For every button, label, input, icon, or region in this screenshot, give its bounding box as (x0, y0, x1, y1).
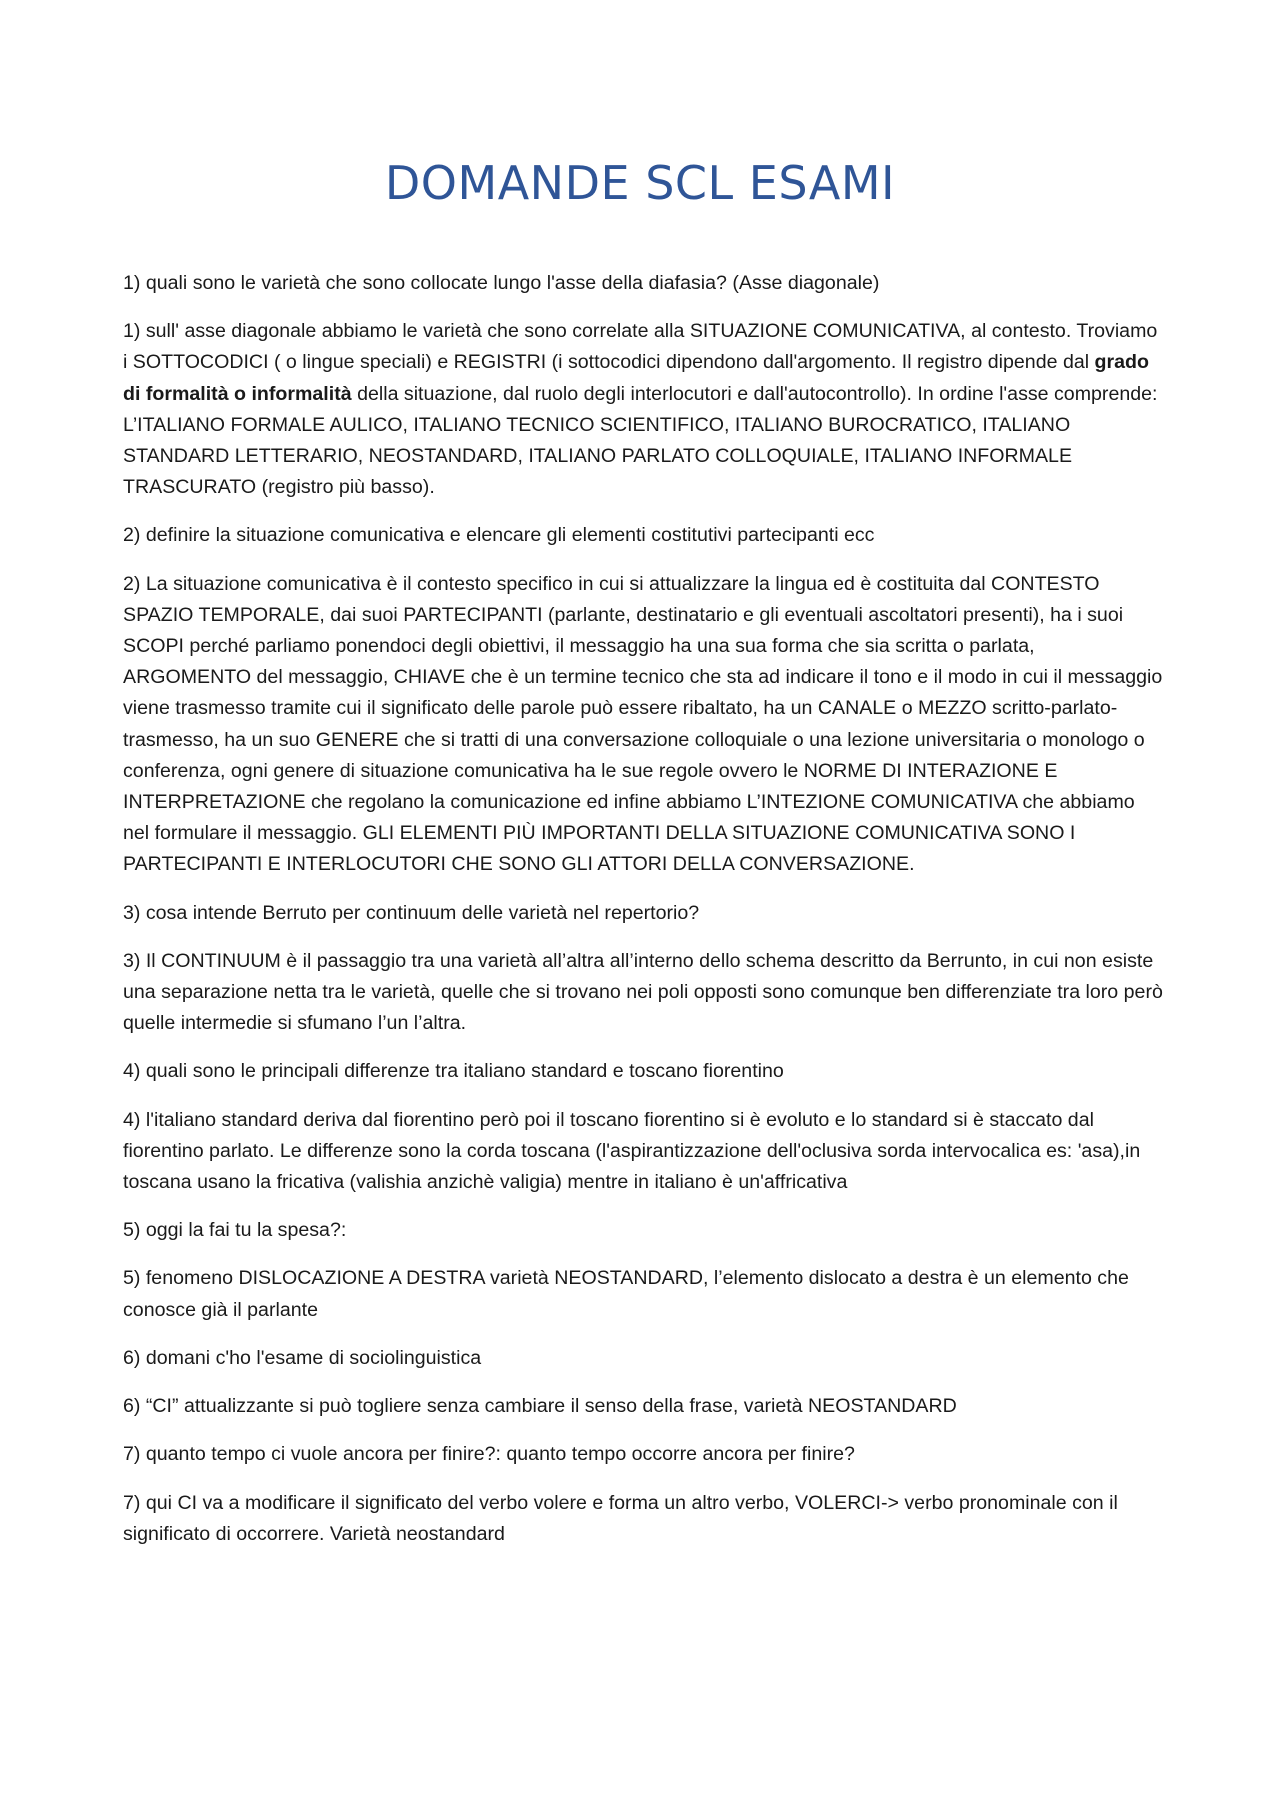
question-3: 3) cosa intende Berruto per continuum delle varietà nel repertorio? (123, 901, 700, 924)
document-title: DOMANDE SCL ESAMI (384, 156, 896, 210)
question-1: 1) quali sono le varietà che sono collocate lungo l'asse della diafasia? (Asse diagonale) (123, 272, 880, 294)
answer-1-bold-text: grado di formalità o informalità (123, 351, 1149, 405)
answer-2: 2) La situazione comunicativa è il contesto specifico in cui si attualizzare la lingua ed è costituita dal CONTESTO SPAZIO TEMPORALE, dai suoi PARTECIPANTI (parlante, destinatario e gli eventuali ascoltatori presenti), ha i suoi SCOPI perché parliamo ponendoci degli obiettivi, il messaggio ha una sua forma che sia scritta o parlata, ARGOMENTO del messaggio, CHIAVE che è un termine tecnico che sta ad indicare il tono e il modo in cui il messaggio viene trasmesso tramite cui il significato delle parole può essere ribaltato, ha un CANALE o MEZZO scritto-parlato-trasmesso, ha un suo GENERE che si tratti di una conversazione colloquiale o una lezione universitaria o monologo o conferenza, ogni genere di situazione comunicativa ha le sue regole ovvero le NORME DI INTERAZIONE E INTERPRETAZIONE che regolano la comunicazione ed infine abbiamo L’INTEZIONE COMUNICATIVA che abbiamo nel formulare il messaggio. GLI ELEMENTI PIÙ IMPORTANTI DELLA SITUAZIONE COMUNICATIVA SONO I PARTECIPANTI E INTERLOCUTORI CHE SONO GLI ATTORI DELLA CONVERSAZIONE. (123, 572, 1163, 876)
answer-3: 3) Il CONTINUUM è il passaggio tra una varietà all’altra all’interno dello schema descritto da Berrunto, in cui non esiste una separazione netta tra le varietà, quelle che si trovano nei poli opposti sono comunque ben differenziate tra loro però quelle intermedie si sfumano l’un l’altra. (123, 949, 1163, 1035)
question-4: 4) quali sono le principali differenze tra italiano standard e toscano fiorentino (123, 1060, 784, 1083)
answer-1-text-end: della situazione, dal ruolo degli interlocutori e dall'autocontrollo). In ordine l'asse comprende: L’ITALIANO FORMALE AULICO, ITALIANO TECNICO SCIENTIFICO, ITALIANO BUROCRATICO, ITALIANO STANDARD LETTERARIO, NEOSTANDARD, ITALIANO PARLATO COLLOQUIALE, ITALIANO INFORMALE TRASCURATO (registro più basso). (123, 382, 1158, 499)
question-6: 6) domani c'ho l'esame di sociolinguistica (123, 1346, 482, 1369)
answer-5: 5) fenomeno DISLOCAZIONE A DESTRA varietà NEOSTANDARD, l’elemento dislocato a destra è un elemento che conosce già il parlante (123, 1267, 1129, 1321)
question-5: 5) oggi la fai tu la spesa?: (123, 1219, 347, 1242)
answer-7: 7) qui CI va a modificare il significato del verbo volere e forma un altro verbo, VOLERCI-> verbo pronominale con il significato di occorrere. Varietà neostandard (123, 1491, 1118, 1545)
answer-4: 4) l'italiano standard deriva dal fiorentino però poi il toscano fiorentino si è evoluto e lo standard si è staccato dal fiorentino parlato. Le differenze sono la corda toscana (l'aspirantizzazione dell'oclusiva sorda intervocalica es: 'asa),in toscana usano la fricativa (valishia anzichè valigia) mentre in italiano è un'affricativa (123, 1108, 1141, 1194)
question-7: 7) quanto tempo ci vuole ancora per finire?: quanto tempo occorre ancora per finire? (123, 1443, 855, 1466)
answer-1-text-start: 1) sull' asse diagonale abbiamo le varietà che sono correlate alla SITUAZIONE COMUNICATIVA, al contesto. Troviamo i SOTTOCODICI ( o lingue speciali) e REGISTRI (i sottocodici dipendono dall'argomento. Il registro dipende dal (123, 320, 1158, 374)
question-2: 2) definire la situazione comunicativa e elencare gli elementi costitutivi partecipanti ecc (123, 524, 875, 547)
answer-1 (123, 316, 1163, 503)
answer-6: 6) “CI” attualizzante si può togliere senza cambiare il senso della frase, varietà NEOSTANDARD (123, 1395, 957, 1418)
document-body (123, 268, 1163, 1567)
